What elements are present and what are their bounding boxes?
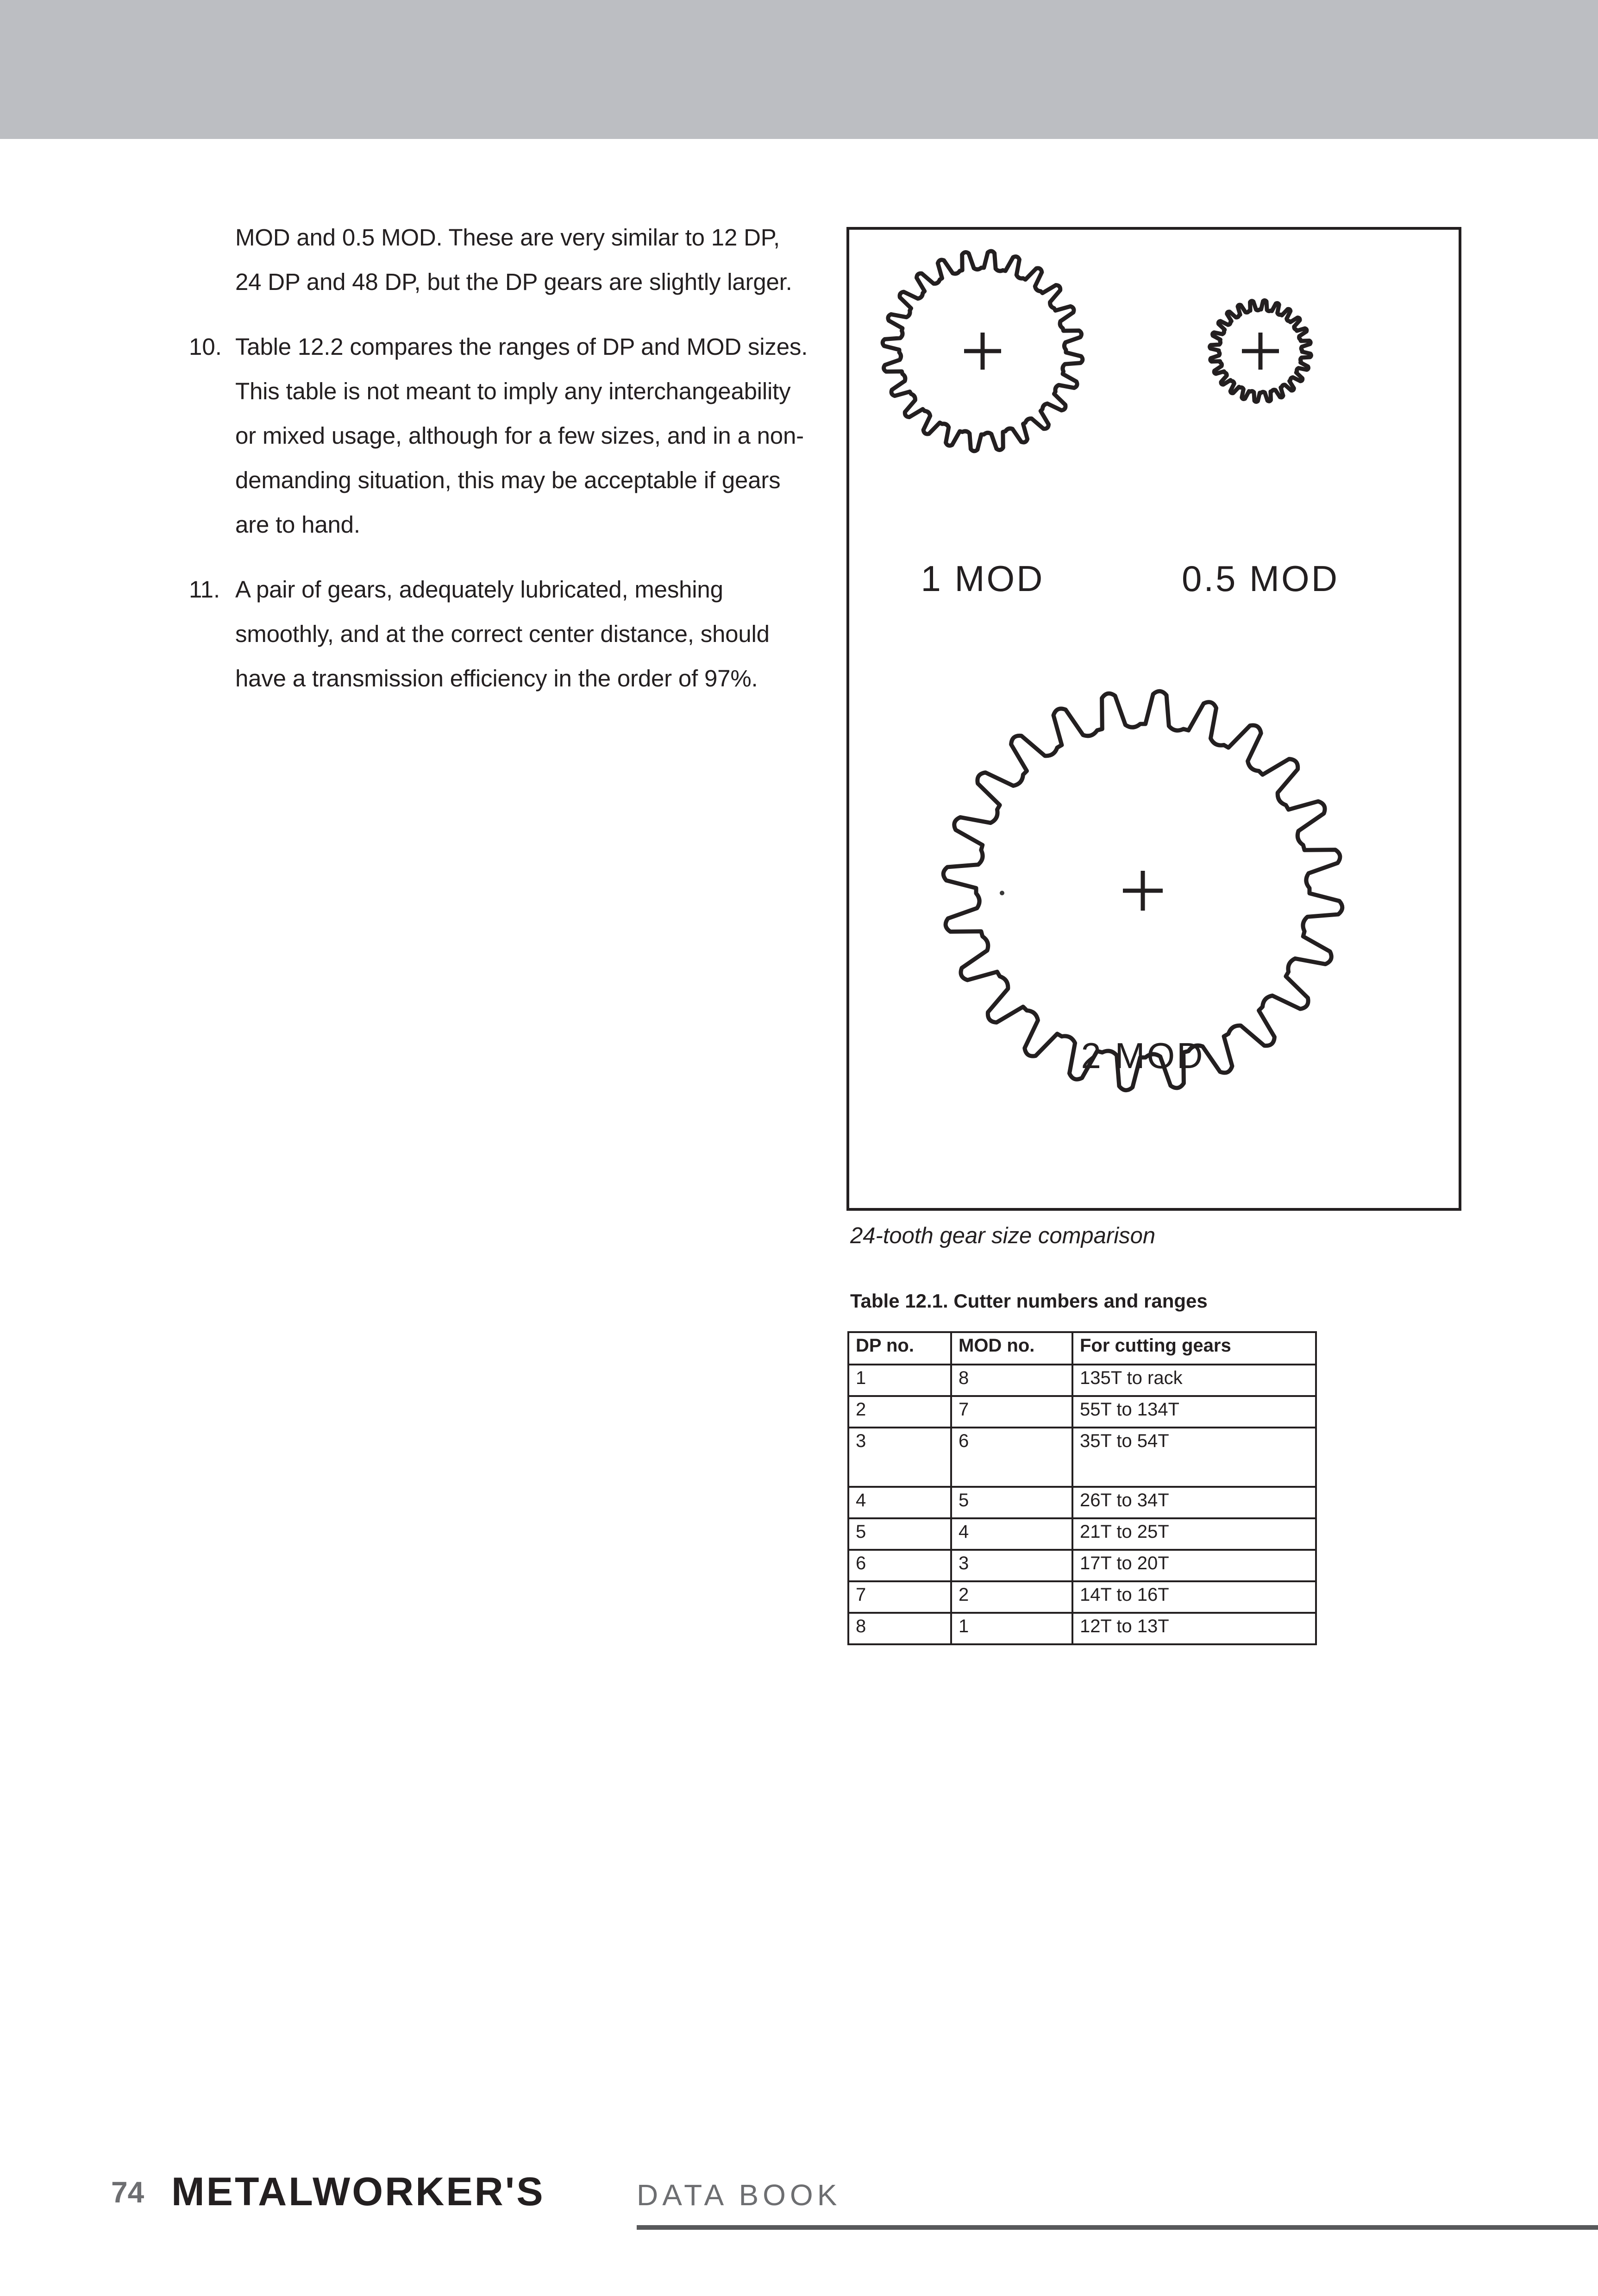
paragraph-text: Table 12.2 compares the ranges of DP and MOD sizes. This table is not meant to imply any interchangeability or mixed usage, although for a few sizes, and in a non-demanding situation, this may be acceptable if gears are to hand. [235,333,808,538]
cell-range: 55T to 134T [1072,1396,1316,1428]
cell-mod-no: 8 [951,1365,1072,1396]
column-header-dp-no: DP no. [848,1332,951,1365]
table-row [848,1613,1316,1644]
table-row [848,1428,1316,1487]
cell-range: 12T to 13T [1072,1613,1316,1644]
footer-divider [637,2225,1598,2230]
cell-range: 135T to rack [1072,1365,1316,1396]
list-number: 10. [189,333,222,360]
cell-mod-no: 4 [951,1518,1072,1550]
cell-mod-no: 7 [951,1396,1072,1428]
cell-dp-no: 4 [848,1487,951,1518]
paragraph-continuation [181,215,810,304]
paragraph-text: MOD and 0.5 MOD. These are very similar to 12 DP, 24 DP and 48 DP, but the DP gears are slightly larger. [235,224,792,295]
table-row [848,1518,1316,1550]
book-subtitle: DATA BOOK [637,2178,841,2212]
book-title: METALWORKER'S [171,2170,545,2214]
cell-range: 35T to 54T [1072,1428,1316,1487]
gear-2-mod-drawing [943,691,1342,1090]
cell-dp-no: 1 [848,1365,951,1396]
cell-mod-no: 5 [951,1487,1072,1518]
gear-comparison-figure [846,227,1461,1211]
cell-mod-no: 1 [951,1613,1072,1644]
table-row [848,1550,1316,1581]
cell-range: 21T to 25T [1072,1518,1316,1550]
column-header-ranges: For cutting gears [1072,1332,1316,1365]
cell-dp-no: 3 [848,1428,951,1487]
cell-mod-no: 6 [951,1428,1072,1487]
gear-1-mod-drawing [883,251,1083,451]
page-footer [0,2171,1598,2255]
gear-0-5-mod-drawing [1210,301,1311,402]
cell-mod-no: 3 [951,1550,1072,1581]
cell-dp-no: 5 [848,1518,951,1550]
paragraph-text: A pair of gears, adequately lubricated, meshing smoothly, and at the correct center distance, should have a transmission efficiency in the order of 97%. [235,576,770,692]
cell-dp-no: 2 [848,1396,951,1428]
list-item-10 [181,325,810,547]
page-content [0,139,1598,2296]
page-header-band [0,0,1598,139]
page-number: 74 [111,2176,144,2209]
table-row [848,1581,1316,1613]
list-item-11 [181,567,810,701]
cell-dp-no: 6 [848,1550,951,1581]
cell-range: 17T to 20T [1072,1550,1316,1581]
cell-range: 26T to 34T [1072,1487,1316,1518]
svg-text:1 MOD: 1 MOD [921,558,1045,599]
body-text-column [181,215,810,721]
svg-text:2 MOD: 2 MOD [1081,1035,1205,1076]
cell-dp-no: 7 [848,1581,951,1613]
table-row [848,1487,1316,1518]
table-row [848,1365,1316,1396]
cell-dp-no: 8 [848,1613,951,1644]
table-title: Table 12.1. Cutter numbers and ranges [850,1290,1208,1312]
table-header-row [848,1332,1316,1365]
table-row [848,1396,1316,1428]
list-number: 11. [189,576,220,603]
figure-caption: 24-tooth gear size comparison [850,1223,1156,1248]
cell-range: 14T to 16T [1072,1581,1316,1613]
column-header-mod-no: MOD no. [951,1332,1072,1365]
svg-text:0.5 MOD: 0.5 MOD [1181,558,1340,599]
cell-mod-no: 2 [951,1581,1072,1613]
cutter-numbers-table [847,1331,1317,1645]
